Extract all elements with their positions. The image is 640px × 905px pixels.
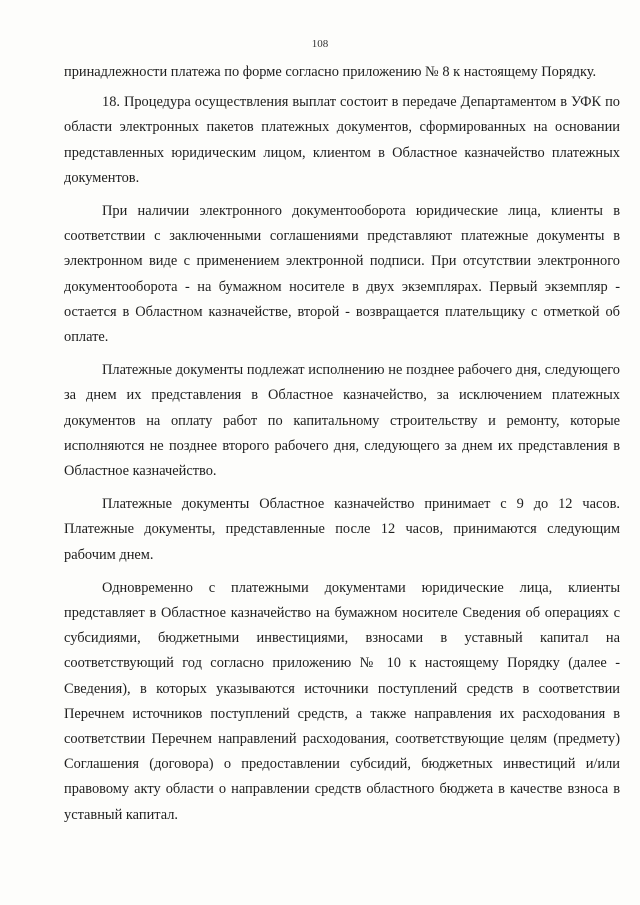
page-number: 108: [311, 38, 329, 50]
paragraph-item-18: 18. Процедура осуществления выплат состоит в передаче Департаментом в УФК по области электронных пакетов платежных документов, сформированных на основании представленных юридическим лицом, клиентом в Областное казначейство платежных документов.: [64, 94, 620, 186]
paragraph-electronic-workflow: При наличии электронного документооборота юридические лица, клиенты в соответствии с заключенными соглашениями представляют платежные документы в электронном виде с применением электронной подписи. При отсутствии электронного документооборота - на бумажном носителе в двух экземплярах. Первый экземпляр - остается в Областном казначействе, второй - возвращается плательщику с отметкой об оплате.: [64, 203, 620, 346]
paragraph-continuation: принадлежности платежа по форме согласно приложению № 8 к настоящему Порядку.: [64, 64, 597, 80]
paragraph-execution-terms: Платежные документы подлежат исполнению не позднее рабочего дня, следующего за днем их представления в Областное казначейство, за исключением платежных документов на оплату работ по капитальному строительству и ремонту, которые исполняются не позднее второго рабочего дня, следующего за днем их представления в Областное казначейство.: [64, 362, 620, 480]
paragraph-operations-info: Одновременно с платежными документами юридические лица, клиенты представляет в Областное казначейство на бумажном носителе Сведения об операциях с субсидиями, бюджетными инвестициями, взносами в уставный капитал на соответствующий год согласно приложению № 10 к настоящему Порядку (далее - Сведения), в которых указываются источники поступлений средств в соответствии Перечнем источников поступлений средств, а также направления их расходования в соответствии Перечнем направлений расходования, соответствующие целям (предмету) Соглашения (договора) о предоставлении субсидий, бюджетных инвестиций и/или правовому акту области о направлении средств областного бюджета в качестве взноса в уставный капитал.: [64, 579, 620, 823]
document-body: [64, 60, 620, 828]
paragraph-acceptance-hours: Платежные документы Областное казначейство принимает с 9 до 12 часов. Платежные документы, представленные после 12 часов, принимаются следующим рабочим днем.: [64, 496, 620, 563]
